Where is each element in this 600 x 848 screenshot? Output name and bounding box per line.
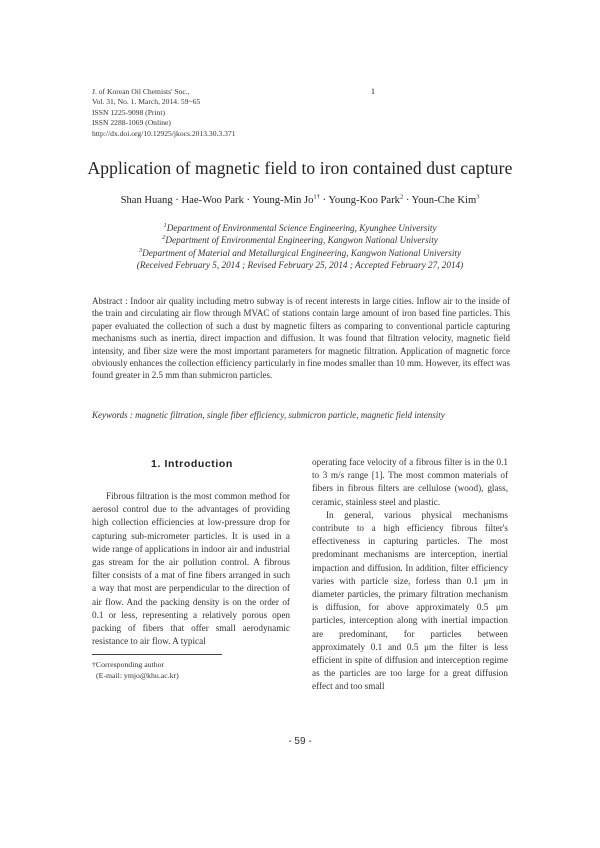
affil-mark: 2 (162, 234, 166, 242)
author-affil-mark: 3 (476, 193, 480, 201)
right-column (312, 456, 508, 694)
affiliations (0, 222, 600, 272)
abstract-label: Abstract : (92, 296, 128, 306)
author-list (0, 195, 600, 206)
author-name: Shan Huang (120, 195, 173, 206)
author-separator: · (243, 195, 253, 206)
corresponding-author-note: †Corresponding author (92, 660, 165, 669)
affiliation-text: Department of Material and Metallurgical Engineering, Kangwon National University (142, 247, 462, 258)
author-name: Young-Min Jo (252, 195, 314, 206)
author-name: Youn-Che Kim (411, 195, 477, 206)
author-name: Hae-Woo Park (181, 195, 244, 206)
author-name: Young-Koo Park (328, 195, 400, 206)
body-paragraph: In general, various physical mechanisms contribute to a high efficiency fibrous filter's effectiveness in capturing particles. The most predominant mechanisms are interception, inertial impaction and diffusion. In addition, filter efficiency varies with particle size, forless than 0.1 μm in diameter particles, the primary filtration mechanism is diffusion, for above approximately 0.5 μm particles, interception along with inertial impaction are predominant, for particles between approximately 0.1 and 0.5 μm the filter is less efficient in spite of diffusion and interception regime as the particles are too large for a great diffusion effect and too small (312, 509, 508, 692)
journal-info (92, 87, 236, 139)
affil-mark: 1 (163, 221, 167, 229)
body-paragraph: Fibrous filtration is the most common method for aerosol control due to the advantages of providing high collection efficiencies at low-pressure drop for capturing sub-micrometer particles. It is used in a wide range of applications in indoor air and industrial gas stream for the air pollution control. A fibrous filter consists of a mat of fine fibers arranged in such a way that most are perpendicular to the direction of air flow. And the packing density is on the order of 0.1 or less, representing a relatively porous open packing of fibers that offer small aerodynamic resistance to air flow. A typical (92, 491, 290, 647)
doi-link[interactable]: http://dx.doi.org/10.12925/jkocs.2013.30.3.371 (92, 128, 236, 138)
footnote-rule (92, 654, 222, 655)
received-dates: (Received February 5, 2014 ; Revised February 25, 2014 ; Accepted February 27, 2014) (136, 260, 464, 271)
left-column (92, 490, 290, 648)
abstract (92, 295, 510, 382)
page-number: - 59 - (288, 736, 312, 747)
affil-mark: 3 (138, 246, 143, 254)
affiliation-text: Department of Environmental Engineering, Kangwon National University (165, 235, 438, 246)
page-mark: 1 (371, 87, 375, 96)
affiliation-line (0, 247, 600, 259)
paper-title: Application of magnetic field to iron contained dust capture (87, 158, 513, 178)
journal-volume: Vol. 31, No. 1. March, 2014. 59~65 (92, 97, 201, 107)
section-heading: 1. Introduction (151, 458, 233, 470)
author-separator: · (319, 195, 329, 206)
keywords-label: Keywords : (92, 410, 133, 420)
journal-name: J. of Korean Oil Chemists' Soc., (92, 87, 190, 96)
author-separator: · (403, 195, 412, 206)
abstract-text: Indoor air quality including metro subway is of recent interests in large cities. Inflow air to the inside of the train and circulating air flow through MVAC of stations contain large amount of iron based fine particles. This paper evaluated the collection of such a dust by magnetic filters as comparing to conventional particle capturing mechanisms such as inertia, direct impaction and diffusion. It was found that filtration velocity, magnetic field intensity, and fiber size were the most important parameters for magnetic filtration. Application of magnetic force obviously enhances the collection efficiency particularly in fine modes smaller than 10 mm. However, its effect was found greater in 2.5 mm than submicron particles. (92, 296, 510, 381)
corresponding-email: (E-mail: ymjo@khu.ac.kr) (96, 671, 179, 680)
footnote (92, 659, 179, 681)
affiliation-text: Department of Environmental Science Engineering, Kyunghee University (166, 223, 437, 233)
keywords (92, 410, 510, 420)
affiliation-line (0, 234, 600, 246)
affiliation-line (0, 222, 600, 234)
body-paragraph: operating face velocity of a fibrous filter is in the 0.1 to 3 m/s range [1]. The most common materials of fibers in fibrous filters are cellulose (wood), glass, ceramic, stainless steel and plastic. (312, 457, 508, 507)
author-affil-mark: 2 (399, 193, 404, 201)
issn-print: ISSN 1225-9098 (Print) (92, 107, 165, 117)
keywords-text: magnetic filtration, single fiber efficiency, submicron particle, magnetic field intensity (135, 410, 445, 420)
issn-online: ISSN 2288-1069 (Online) (92, 118, 171, 128)
author-separator: · (172, 195, 182, 206)
author-affil-mark: 1† (313, 193, 320, 201)
